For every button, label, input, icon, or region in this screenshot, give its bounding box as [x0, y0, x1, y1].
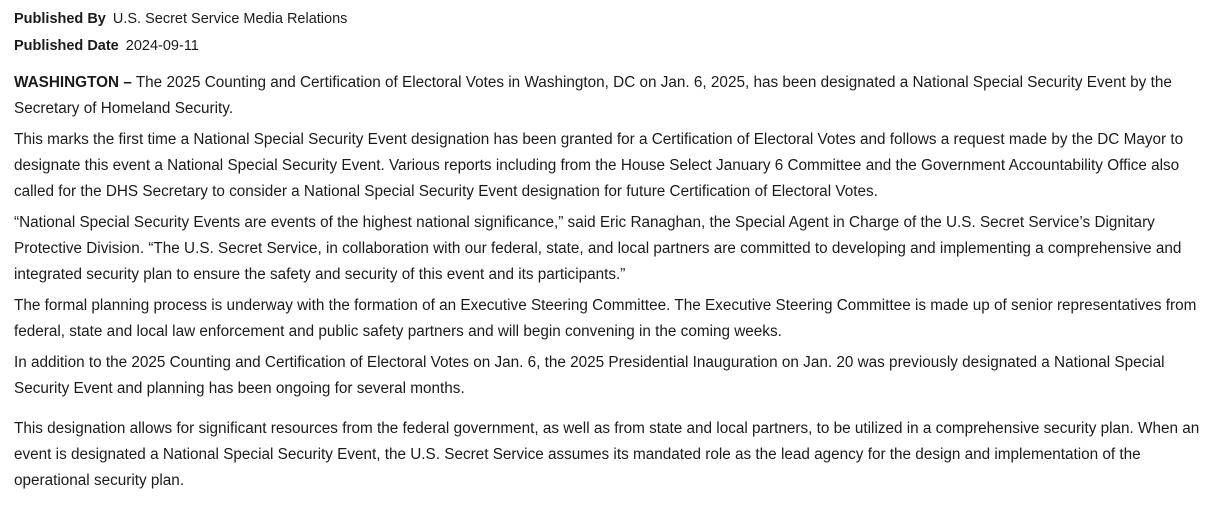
- intro-text: The 2025 Counting and Certification of Electoral Votes in Washington, DC on Jan. 6, 2025, has been designated a National Special Security Event by the Secretary of Homeland Security.: [14, 74, 1172, 117]
- paragraph-quote: “National Special Security Events are events of the highest national significance,” said Eric Ranaghan, the Special Agent in Charge of the U.S. Secret Service’s Dignitary Protective Division. “The U.S. Secret Service, in collaboration with our federal, state, and local partners are committed to developing and implementing a comprehensive and integrated security plan to ensure the safety and security of this event and its participants.”: [14, 214, 1182, 283]
- dateline: WASHINGTON –: [14, 74, 132, 91]
- paragraph-designation: This designation allows for significant resources from the federal government, as well as from state and local partners, to be utilized in a comprehensive security plan. When an event is designated a National Special Security Event, the U.S. Secret Service assumes its mandated role as the lead agency for the design and implementation of the operational security plan.: [14, 420, 1200, 489]
- published-by-row: [14, 10, 1205, 28]
- published-by-value: U.S. Secret Service Media Relations: [112, 11, 348, 27]
- published-date-label: Published Date: [14, 38, 119, 54]
- house-committee-link[interactable]: House Select January 6 Committee: [620, 157, 862, 174]
- background-text-start: This marks the first time a National Special Security Event designation has been granted for a Certification of Electoral Votes and follows a request made by the DC Mayor to designate this event a National Special Security Event. Various reports including from the: [14, 131, 1184, 174]
- paragraph-planning: The formal planning process is underway with the formation of an Executive Steering Committee. The Executive Steering Committee is made up of senior representatives from federal, state and local law enforcement and public safety partners and will begin convening in the coming weeks.: [14, 297, 1197, 340]
- background-text-end: and the Government Accountability Office also called for the DHS Secretary to consider a National Special Security Event designation for future Certification of Electoral Votes.: [14, 157, 1180, 200]
- paragraph-intro: [14, 70, 1205, 122]
- published-date-row: [14, 37, 1205, 55]
- published-by-label: Published By: [14, 11, 106, 27]
- paragraph-background: [14, 127, 1205, 205]
- article-body: [14, 70, 1205, 494]
- published-date-value: 2024-09-11: [125, 38, 199, 54]
- paragraph-inauguration: In addition to the 2025 Counting and Certification of Electoral Votes on Jan. 6, the 2025 Presidential Inauguration on Jan. 20 was previously designated a National Special Security Event and planning has been ongoing for several months.: [14, 354, 1165, 397]
